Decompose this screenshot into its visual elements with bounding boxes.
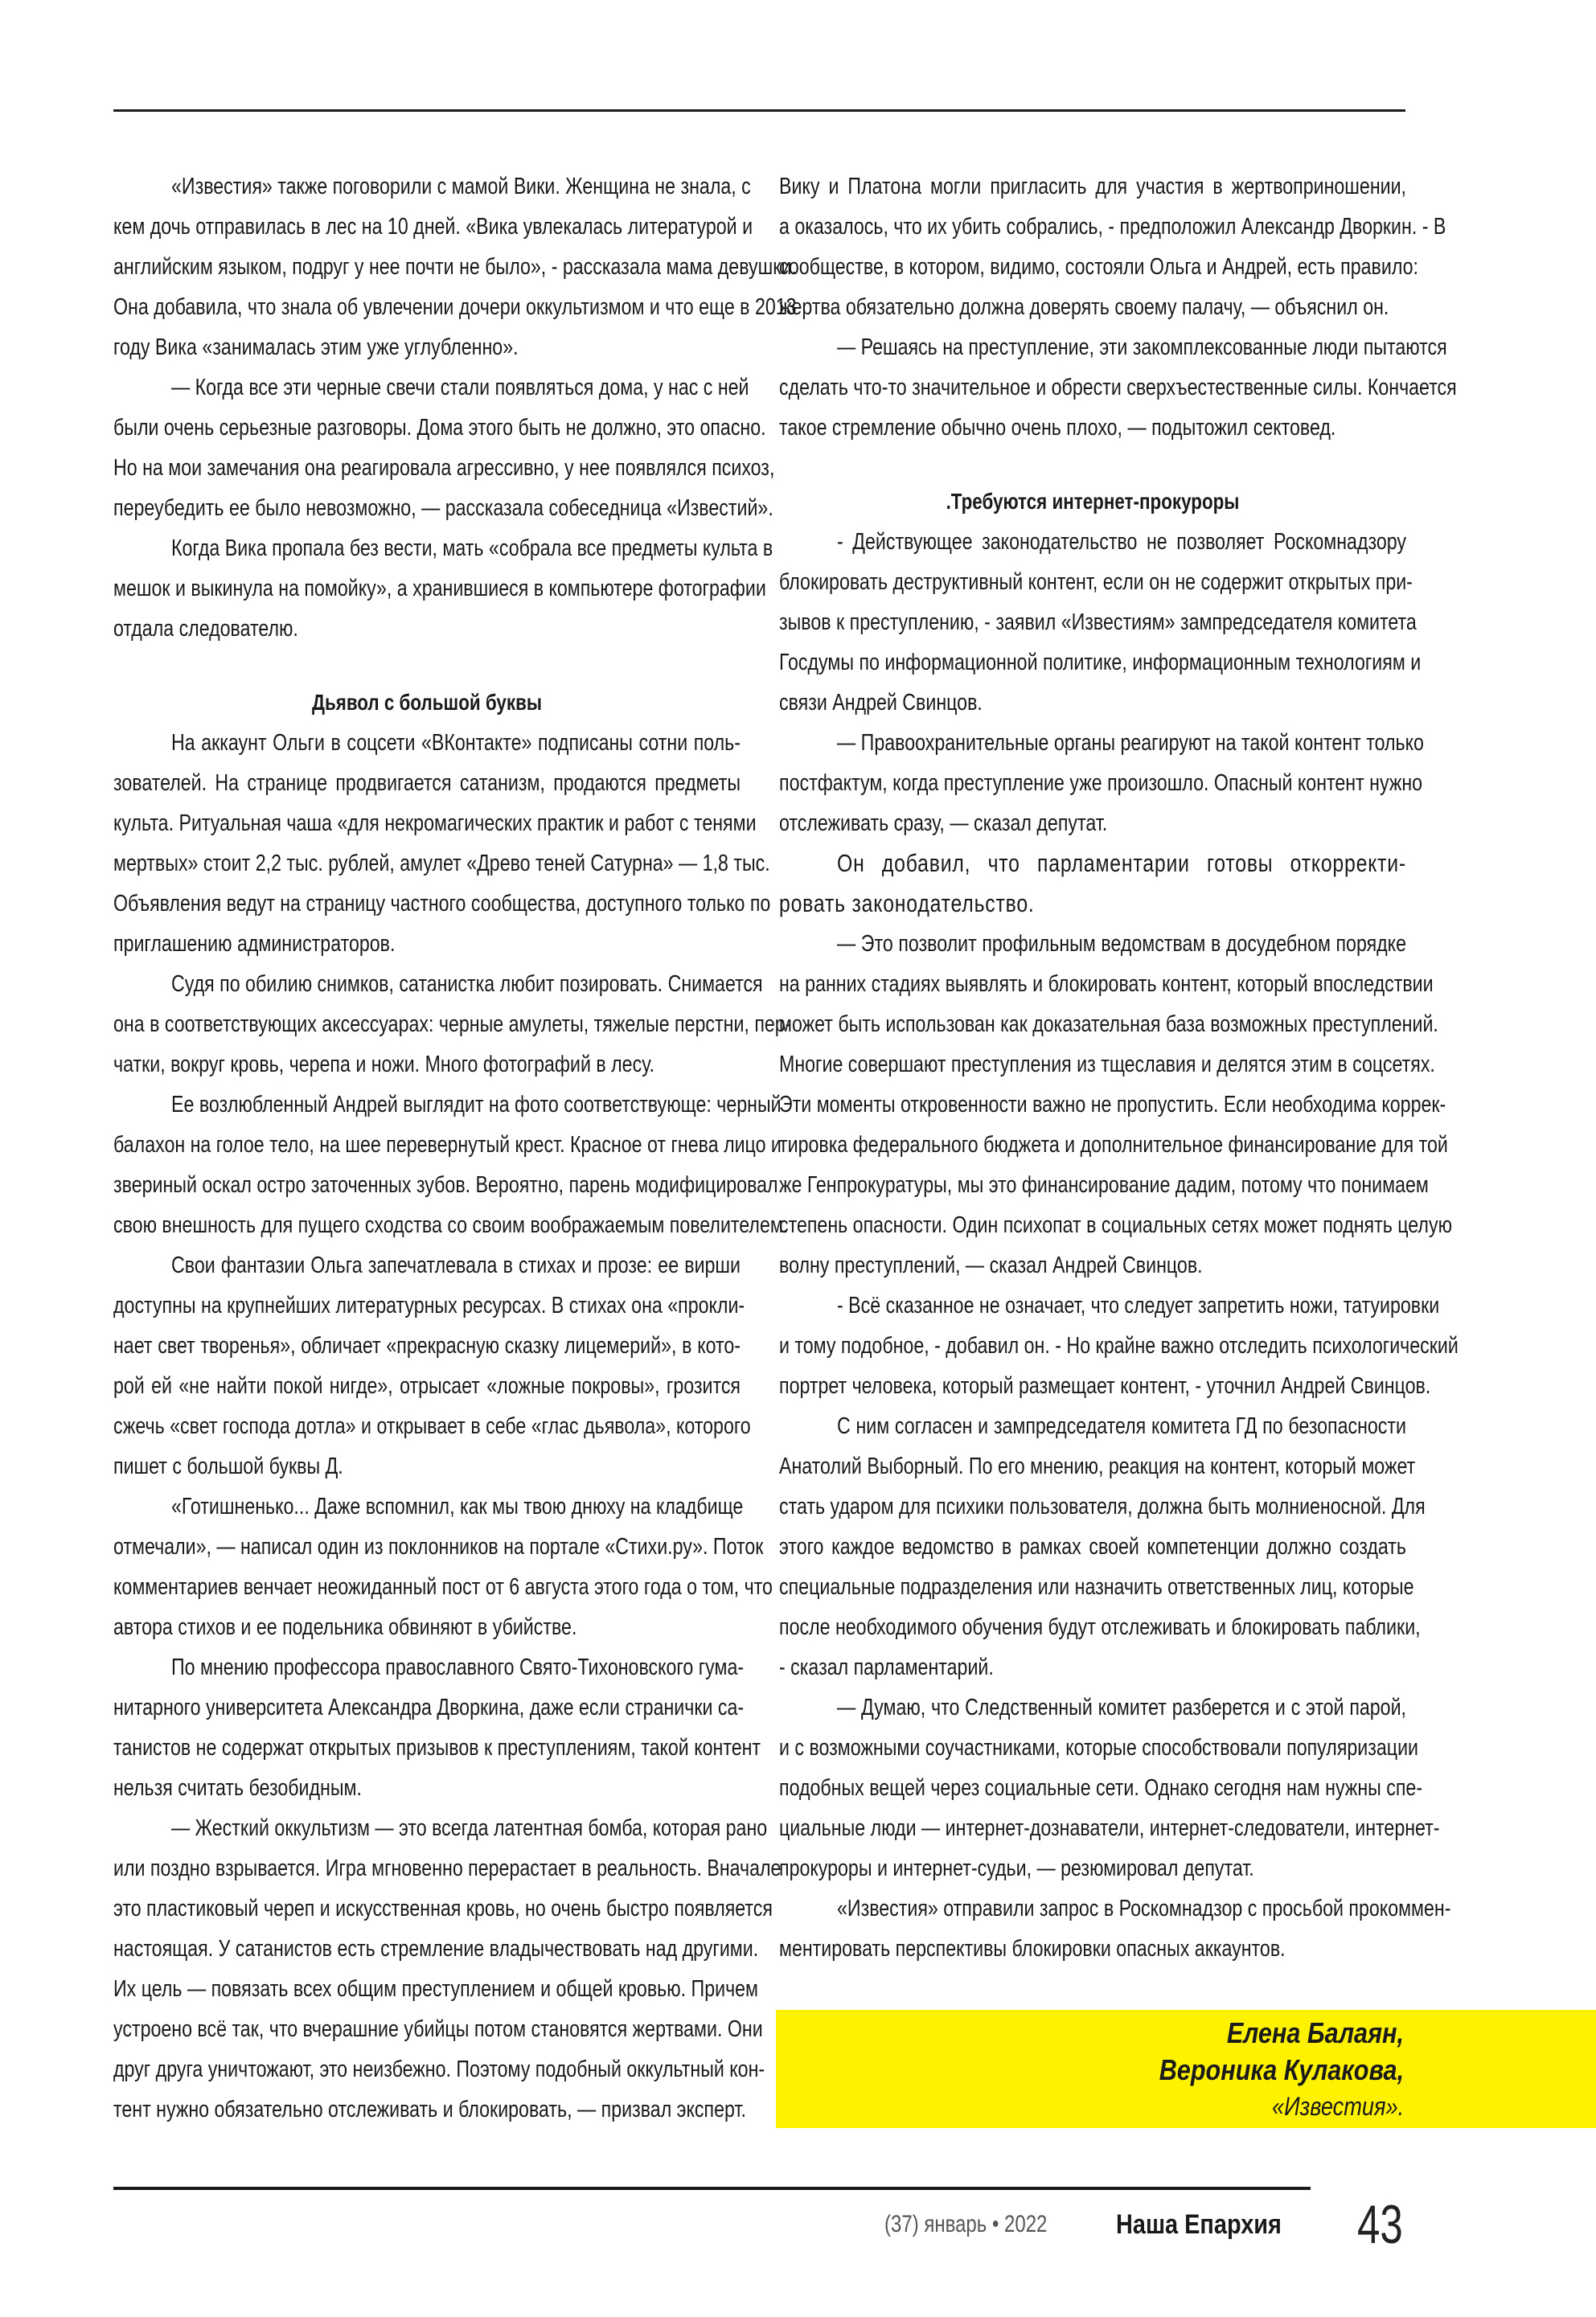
- text-line: она в соответствующих аксессуарах: черные амулеты, тяжелые перстни, пер-: [113, 1011, 792, 1037]
- paragraph: [113, 1808, 782, 2130]
- paragraph: [113, 964, 792, 1085]
- text-line: рой ей «не найти покой нигде», отрысает «ложные покровы», грозится: [113, 1373, 741, 1399]
- text-line: подобных вещей через социальные сети. Однако сегодня нам нужны спе-: [779, 1775, 1423, 1801]
- section-heading: Дьявол с большой буквы: [312, 690, 542, 715]
- text-line: Вику и Платона могли пригласить для участия в жертвоприношении,: [779, 174, 1406, 199]
- text-line: были очень серьезные разговоры. Дома этого быть не должно, это опасно.: [113, 415, 766, 441]
- text-line: нает свет творенья», обличает «прекрасную сказку лицемерий», в кото-: [113, 1333, 741, 1359]
- text-line: это пластиковый череп и искусственная кровь, но очень быстро появляется: [113, 1896, 773, 1921]
- text-line: степень опасности. Один психопат в социальных сетях может поднять целую: [779, 1212, 1452, 1238]
- text-line: — Решаясь на преступление, эти закомплексованные люди пытаются: [837, 334, 1447, 360]
- text-line: и с возможными соучастниками, которые способствовали популяризации: [779, 1735, 1418, 1761]
- paragraph: [113, 723, 771, 964]
- text-line: мешок и выкинула на помойку», а хранившиеся в компьютере фотографии: [113, 576, 766, 601]
- text-line: или поздно взрывается. Игра мгновенно перерастает в реальность. Вначале: [113, 1856, 782, 1881]
- text-line: отмечали», — написал один из поклонников на портале «Стихи.ру». Поток: [113, 1534, 764, 1560]
- text-line: — Думаю, что Следственный комитет разберется и с этой парой,: [837, 1695, 1406, 1720]
- text-line: Он добавил, что парламентарии готовы откорректи-: [837, 849, 1406, 877]
- text-line: С ним согласен и зампредседателя комитета ГД по безопасности: [837, 1413, 1406, 1439]
- paragraph: [779, 327, 1457, 448]
- text-line: друг друга уничтожают, это неизбежно. Поэтому подобный оккультный кон-: [113, 2057, 765, 2082]
- text-line: — Это позволит профильным ведомствам в досудебном порядке: [837, 931, 1406, 957]
- text-line: стать ударом для психики пользователя, должна быть молниеносной. Для: [779, 1494, 1426, 1519]
- page-number: 43: [1357, 2194, 1403, 2255]
- text-line: сделать что-то значительное и обрести сверхъестественные силы. Кончается: [779, 375, 1457, 400]
- text-line: - Действующее законодательство не позволяет Роскомнадзору: [837, 529, 1406, 555]
- text-line: «Известия» также поговорили с мамой Вики. Женщина не знала, с: [171, 174, 751, 199]
- text-line: этого каждое ведомство в рамках своей компетенции должно создать: [779, 1534, 1406, 1560]
- text-line: танистов не содержат открытых призывов к преступлениям, такой контент: [113, 1735, 761, 1761]
- text-line: пишет с большой буквы Д.: [113, 1454, 343, 1479]
- text-line: доступны на крупнейших литературных ресурсах. В стихах она «прокли-: [113, 1293, 745, 1318]
- paragraph: [779, 1286, 1459, 1406]
- paragraph: [779, 1688, 1440, 1888]
- paragraph: [779, 1888, 1451, 1969]
- text-line: Объявления ведут на страницу частного сообщества, доступного только по: [113, 891, 771, 917]
- text-line: связи Андрей Свинцов.: [779, 690, 983, 716]
- text-line: отслеживать сразу, — сказал депутат.: [779, 810, 1108, 836]
- text-line: а оказалось, что их убить собрались, - предположил Александр Дворкин. - В: [779, 214, 1446, 240]
- text-line: блокировать деструктивный контент, если он не содержит открытых при-: [779, 569, 1413, 595]
- text-line: Но на мои замечания она реагировала агрессивно, у нее появлялся психоз,: [113, 455, 775, 481]
- text-line: прокуроры и интернет-судьи, — резюмировал депутат.: [779, 1856, 1254, 1881]
- paragraph: [779, 1406, 1426, 1688]
- text-line: По мнению профессора православного Свято-Тихоновского гума-: [171, 1655, 745, 1680]
- author-name: Елена Балаян,: [1226, 2016, 1404, 2049]
- text-line: балахон на голое тело, на шее перевернутый крест. Красное от гнева лицо и: [113, 1132, 782, 1158]
- paragraph: [113, 1085, 789, 1245]
- footer-rule: [113, 2187, 1311, 2190]
- paragraph: [113, 1647, 761, 1808]
- text-line: Когда Вика пропала без вести, мать «собрала все предметы культа в: [171, 535, 773, 561]
- text-line: сжечь «свет господа дотла» и открывает в себе «глас дьявола», которого: [113, 1413, 751, 1439]
- text-line: постфактум, когда преступление уже произошло. Опасный контент нужно: [779, 770, 1423, 796]
- text-line: году Вика «занималась этим уже углубленно».: [113, 334, 519, 360]
- text-line: приглашению администраторов.: [113, 931, 396, 957]
- section-spacer: [779, 448, 1406, 482]
- text-line: «Известия» отправили запрос в Роскомнадзор с просьбой прокоммен-: [837, 1896, 1451, 1921]
- text-line: — Жесткий оккультизм — это всегда латентная бомба, которая рано: [171, 1815, 768, 1841]
- text-line: - сказал парламентарий.: [779, 1655, 994, 1680]
- paragraph: [113, 1487, 773, 1647]
- text-line: автора стихов и ее подельника обвиняют в убийстве.: [113, 1614, 577, 1640]
- text-line: ровать законодательство.: [779, 889, 1035, 917]
- text-line: Анатолий Выборный. По его мнению, реакция на контент, который может: [779, 1454, 1416, 1479]
- paragraph: [779, 843, 1406, 924]
- text-line: отдала следователю.: [113, 616, 298, 642]
- text-line: На аккаунт Ольги в соцсети «ВКонтакте» подписаны сотни поль-: [171, 730, 741, 756]
- text-line: переубедить ее было невозможно, — рассказала собеседница «Известий».: [113, 495, 773, 521]
- text-line: такое стремление обычно очень плохо, — подытожил сектовед.: [779, 415, 1336, 441]
- text-line: нельзя считать безобидным.: [113, 1775, 362, 1801]
- text-line: специальные подразделения или назначить ответственных лиц, которые: [779, 1574, 1414, 1600]
- authors-box: [776, 2010, 1596, 2128]
- text-line: Их цель — повязать всех общим преступлением и общей кровью. Причем: [113, 1976, 759, 2002]
- text-line: циальные люди — интернет-дознаватели, интернет-следователи, интернет-: [779, 1815, 1440, 1841]
- text-line: же Генпрокуратуры, мы это финансирование дадим, потому что понимаем: [779, 1172, 1429, 1198]
- text-line: Она добавила, что знала об увлечении дочери оккультизмом и что еще в 2013: [113, 294, 797, 320]
- text-line: после необходимого обучения будут отслеживать и блокировать паблики,: [779, 1614, 1421, 1640]
- text-line: «Готишненько... Даже вспомнил, как мы твою днюху на кладбище: [171, 1494, 744, 1519]
- text-line: свою внешность для пущего сходства со своим воображаемым повелителем.: [113, 1212, 789, 1238]
- text-line: тент нужно обязательно отслеживать и блокировать, — призвал эксперт.: [113, 2097, 746, 2122]
- text-line: настоящая. У сатанистов есть стремление владычествовать над другими.: [113, 1936, 759, 1962]
- author-name: Вероника Кулакова,: [1159, 2053, 1404, 2086]
- text-line: мертвых» стоит 2,2 тыс. рублей, амулет «Древо теней Сатурна» — 1,8 тыс.: [113, 851, 770, 876]
- paragraph: [779, 522, 1422, 723]
- text-line: устроено всё так, что вчерашние убийцы потом становятся жертвами. Они: [113, 2016, 763, 2042]
- text-line: зывов к преступлению, - заявил «Известиям» зампредседателя комитета: [779, 609, 1417, 635]
- text-line: на ранних стадиях выявлять и блокировать контент, который впоследствии: [779, 971, 1434, 997]
- paragraph: [113, 528, 773, 649]
- paragraph: [113, 1245, 751, 1487]
- text-line: - Всё сказанное не означает, что следует запретить ножи, татуировки: [837, 1293, 1440, 1318]
- text-line: Госдумы по информационной политике, информационным технологиям и: [779, 650, 1422, 675]
- text-line: нитарного университета Александра Дворкина, даже если странички са-: [113, 1695, 745, 1720]
- text-line: звериный оскал остро заточенных зубов. Вероятно, парень модифицировал: [113, 1172, 778, 1198]
- text-line: Свои фантазии Ольга запечатлевала в стихах и прозе: ее вирши: [171, 1253, 741, 1278]
- text-line: может быть использован как доказательная база возможных преступлений.: [779, 1011, 1438, 1037]
- text-line: — Когда все эти черные свечи стали появляться дома, у нас с ней: [171, 375, 749, 400]
- magazine-title: Наша Епархия: [1116, 2209, 1282, 2240]
- paragraph: [113, 166, 797, 367]
- text-line: волну преступлений, — сказал Андрей Свинцов.: [779, 1253, 1203, 1278]
- paragraph: [779, 924, 1452, 1286]
- issue-info: (37) январь • 2022: [884, 2211, 1048, 2237]
- paragraph: [113, 367, 775, 528]
- source-name: «Известия».: [1271, 2092, 1404, 2121]
- text-line: Эти моменты откровенности важно не пропустить. Если необходима коррек-: [779, 1092, 1446, 1117]
- text-line: кем дочь отправилась в лес на 10 дней. «Вика увлекалась литературой и: [113, 214, 753, 240]
- text-line: культа. Ритуальная чаша «для некромагических практик и работ с тенями: [113, 810, 757, 836]
- text-line: английским языком, подруг у нее почти не было», - рассказала мама девушки.: [113, 254, 797, 280]
- text-line: тировка федерального бюджета и дополнительное финансирование для той: [779, 1132, 1448, 1158]
- text-line: комментариев венчает неожиданный пост от 6 августа этого года о том, что: [113, 1574, 773, 1600]
- text-line: ментировать перспективы блокировки опасных аккаунтов.: [779, 1936, 1286, 1962]
- section-spacer: [113, 649, 741, 683]
- text-line: чатки, вокруг кровь, черепа и ножи. Много фотографий в лесу.: [113, 1052, 654, 1077]
- top-rule: [113, 109, 1405, 112]
- text-line: и тому подобное, - добавил он. - Но крайне важно отследить психологический: [779, 1333, 1459, 1359]
- text-line: — Правоохранительные органы реагируют на такой контент только: [837, 730, 1424, 756]
- article-column-left: [113, 166, 797, 2130]
- section-heading: .Требуются интернет-прокуроры: [946, 489, 1240, 514]
- text-line: Судя по обилию снимков, сатанистка любит позировать. Снимается: [171, 971, 763, 997]
- text-line: портрет человека, который размещает контент, - уточнил Андрей Свинцов.: [779, 1373, 1431, 1399]
- text-line: Ее возлюбленный Андрей выглядит на фото соответствующе: черный: [171, 1092, 782, 1117]
- article-column-right: [779, 166, 1459, 1969]
- text-line: сообществе, в котором, видимо, состояли Ольга и Андрей, есть правило:: [779, 254, 1418, 280]
- text-line: жертва обязательно должна доверять своему палачу, — объяснил он.: [779, 294, 1389, 320]
- paragraph: [779, 723, 1424, 843]
- text-line: Многие совершают преступления из тщеславия и делятся этим в соцсетях.: [779, 1052, 1435, 1077]
- text-line: зователей. На странице продвигается сатанизм, продаются предметы: [113, 770, 741, 796]
- paragraph: [779, 166, 1446, 327]
